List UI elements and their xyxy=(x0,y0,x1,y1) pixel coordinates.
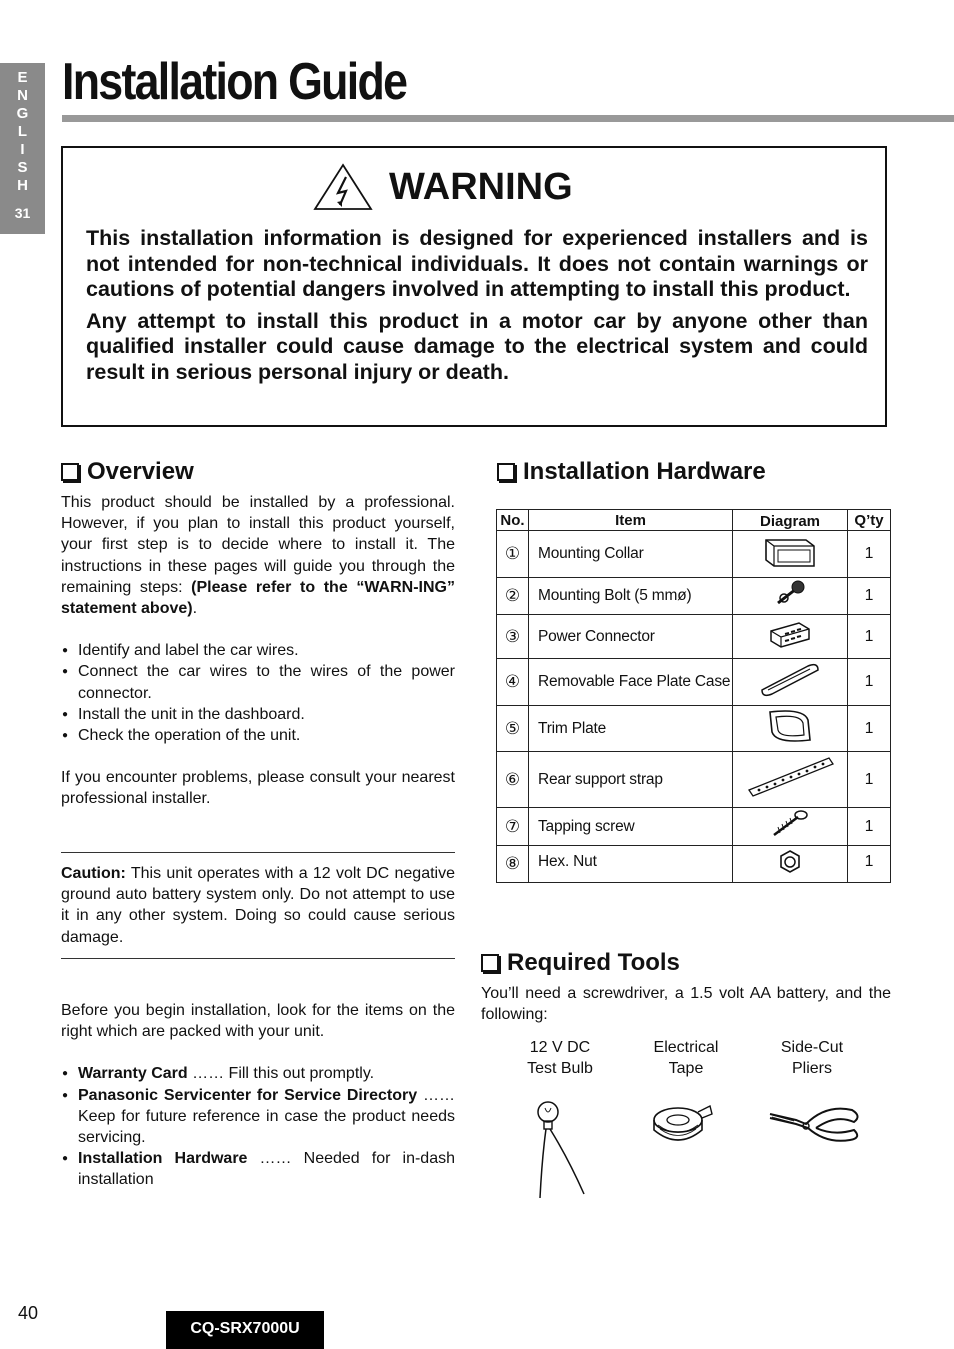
page-title: Installation Guide xyxy=(62,53,407,111)
tab-letter: H xyxy=(17,177,28,194)
row-qty: 1 xyxy=(848,808,891,846)
divider xyxy=(61,958,455,959)
language-tab xyxy=(0,63,45,234)
diagram-cell xyxy=(733,752,848,808)
packed-items-section xyxy=(61,1000,455,1191)
caution-label: Caution: xyxy=(61,865,126,882)
column-header: Q’ty xyxy=(848,510,891,531)
row-item: Rear support strap xyxy=(529,752,733,808)
model-badge: CQ-SRX7000U xyxy=(166,1311,324,1349)
overview-heading-text: Overview xyxy=(87,458,194,485)
trim-plate-icon xyxy=(764,706,816,746)
overview-section xyxy=(61,492,455,810)
warning-triangle-icon xyxy=(313,163,373,211)
row-number: ⑤ xyxy=(497,706,529,752)
row-item: Removable Face Plate Case xyxy=(529,659,733,706)
table-row xyxy=(497,531,891,578)
warning-title: WARNING xyxy=(389,165,573,208)
packed-item-note: …… Fill this out promptly. xyxy=(187,1065,375,1083)
diagram-cell xyxy=(733,615,848,659)
row-number: ④ xyxy=(497,659,529,706)
tab-letter: N xyxy=(17,87,28,104)
tool-label xyxy=(626,1037,746,1079)
hardware-table xyxy=(496,509,891,883)
page-number: 40 xyxy=(18,1303,39,1323)
row-qty: 1 xyxy=(848,706,891,752)
tab-letter: L xyxy=(17,123,28,140)
tool-label-line: Side-Cut xyxy=(780,1039,844,1056)
list-item xyxy=(61,1148,455,1190)
power-connector-icon xyxy=(765,617,815,651)
tapping-screw-icon xyxy=(770,809,810,839)
support-strap-icon xyxy=(745,752,835,802)
list-item: ● Connect the car wires to the wires of the power connector. xyxy=(61,661,455,703)
title-rule xyxy=(62,115,954,122)
warning-paragraph: Any attempt to install this product in a motor car by anyone other than qualified installer could cause damage to the electrical system and could result in serious personal injury or death. xyxy=(86,308,868,384)
overview-steps xyxy=(61,640,455,746)
tool-label-line: Pliers xyxy=(791,1060,832,1077)
list-item: ● Identify and label the car wires. xyxy=(61,640,455,661)
packed-item-note: …… Needed for in-dash installation xyxy=(78,1150,455,1189)
caution-body: This unit operates with a 12 volt DC negative ground auto battery system only. Do not attempt to use it in any other system. Doing so could cause serious damage. xyxy=(61,865,455,946)
diagram-cell xyxy=(733,578,848,615)
table-row xyxy=(497,578,891,615)
tool-label xyxy=(500,1037,620,1079)
row-number: ⑧ xyxy=(497,846,529,883)
tool-label-line: 12 V DC xyxy=(529,1039,591,1056)
packed-item-note: …… Keep for future reference in case the product needs servicing. xyxy=(78,1086,455,1147)
column-header: Diagram xyxy=(733,510,848,531)
list-item xyxy=(61,1085,455,1149)
tool-label xyxy=(752,1037,872,1079)
list-item xyxy=(61,1063,455,1084)
row-item: Mounting Collar xyxy=(529,531,733,578)
caution-section xyxy=(61,863,455,948)
table-row xyxy=(497,706,891,752)
column-header: Item xyxy=(529,510,733,531)
checkbox-bullet-icon xyxy=(481,954,499,972)
tool-label-line: Test Bulb xyxy=(527,1060,593,1077)
row-item: Trim Plate xyxy=(529,706,733,752)
overview-intro-text: This product should be installed by a professional. However, if you plan to install this product yourself, your first step is to decide where to install it. The instructions in these pages will guide you through the remaining steps: xyxy=(61,494,455,596)
row-qty: 1 xyxy=(848,578,891,615)
packed-intro: Before you begin installation, look for the items on the right which are packed with your unit. xyxy=(61,1002,455,1041)
tool-label-line: Electrical xyxy=(653,1039,719,1056)
overview-intro-end: . xyxy=(192,600,198,618)
overview-intro-bold: (Please refer to the “WARN-ING” statement above) xyxy=(61,578,455,618)
row-qty: 1 xyxy=(848,659,891,706)
warning-text xyxy=(86,226,868,392)
table-row xyxy=(497,846,891,883)
column-header: No. xyxy=(497,510,529,531)
packed-item-name: Panasonic Servicenter for Service Directory xyxy=(78,1086,418,1104)
warning-box xyxy=(61,146,887,427)
overview-intro xyxy=(61,492,455,619)
row-number: ③ xyxy=(497,615,529,659)
tab-letter: S xyxy=(17,159,28,176)
row-item: Mounting Bolt (5 mmø) xyxy=(529,578,733,615)
tools-heading-text: Required Tools xyxy=(507,949,680,976)
checkbox-bullet-icon xyxy=(61,463,79,481)
row-qty: 1 xyxy=(848,752,891,808)
row-qty: 1 xyxy=(848,531,891,578)
table-header-row xyxy=(497,510,891,531)
test-bulb-icon xyxy=(528,1098,588,1202)
row-number: ① xyxy=(497,531,529,578)
list-item: ● Check the operation of the unit. xyxy=(61,725,455,746)
table-row xyxy=(497,752,891,808)
tools-intro: You’ll need a screwdriver, a 1.5 volt AA battery, and the following: xyxy=(481,985,891,1023)
warning-heading xyxy=(313,163,573,211)
warning-paragraph: This installation information is designed for experienced installers and is not intended for non-technical individuals. It does not contain warnings or cautions of potential dangers involved in attempting to install this product. xyxy=(86,226,868,302)
hardware-heading-text: Installation Hardware xyxy=(523,458,766,485)
tab-letter: I xyxy=(20,141,25,158)
row-item: Power Connector xyxy=(529,615,733,659)
overview-heading xyxy=(61,458,194,486)
diagram-cell xyxy=(733,531,848,578)
mounting-collar-icon xyxy=(760,532,820,572)
row-number: ⑥ xyxy=(497,752,529,808)
caution-text xyxy=(61,863,455,948)
tools-heading xyxy=(481,949,680,977)
row-qty: 1 xyxy=(848,846,891,883)
divider xyxy=(61,852,455,853)
diagram-cell xyxy=(733,706,848,752)
table-row xyxy=(497,808,891,846)
hex-nut-icon xyxy=(775,847,805,877)
face-plate-case-icon xyxy=(758,660,822,700)
overview-consult: If you encounter problems, please consult your nearest professional installer. xyxy=(61,769,455,808)
list-item: ● Install the unit in the dashboard. xyxy=(61,704,455,725)
language-letters xyxy=(0,69,45,195)
tab-letter: E xyxy=(17,69,28,86)
checkbox-bullet-icon xyxy=(497,463,515,481)
tab-letter: G xyxy=(16,105,29,122)
electrical-tape-icon xyxy=(650,1100,716,1146)
tool-label-line: Tape xyxy=(668,1060,704,1077)
row-qty: 1 xyxy=(848,615,891,659)
tab-page-number: 31 xyxy=(14,205,31,221)
table-row xyxy=(497,615,891,659)
row-item: Tapping screw xyxy=(529,808,733,846)
packed-item-name: Warranty Card xyxy=(78,1065,188,1083)
diagram-cell xyxy=(733,808,848,846)
pliers-icon xyxy=(766,1100,862,1150)
packed-items-list xyxy=(61,1063,455,1190)
diagram-cell xyxy=(733,846,848,883)
table-row xyxy=(497,659,891,706)
mounting-bolt-icon xyxy=(770,579,810,609)
row-item: Hex. Nut xyxy=(529,846,733,883)
diagram-cell xyxy=(733,659,848,706)
row-number: ⑦ xyxy=(497,808,529,846)
packed-item-name: Installation Hardware xyxy=(78,1150,248,1168)
row-number: ② xyxy=(497,578,529,615)
hardware-heading xyxy=(497,458,766,486)
